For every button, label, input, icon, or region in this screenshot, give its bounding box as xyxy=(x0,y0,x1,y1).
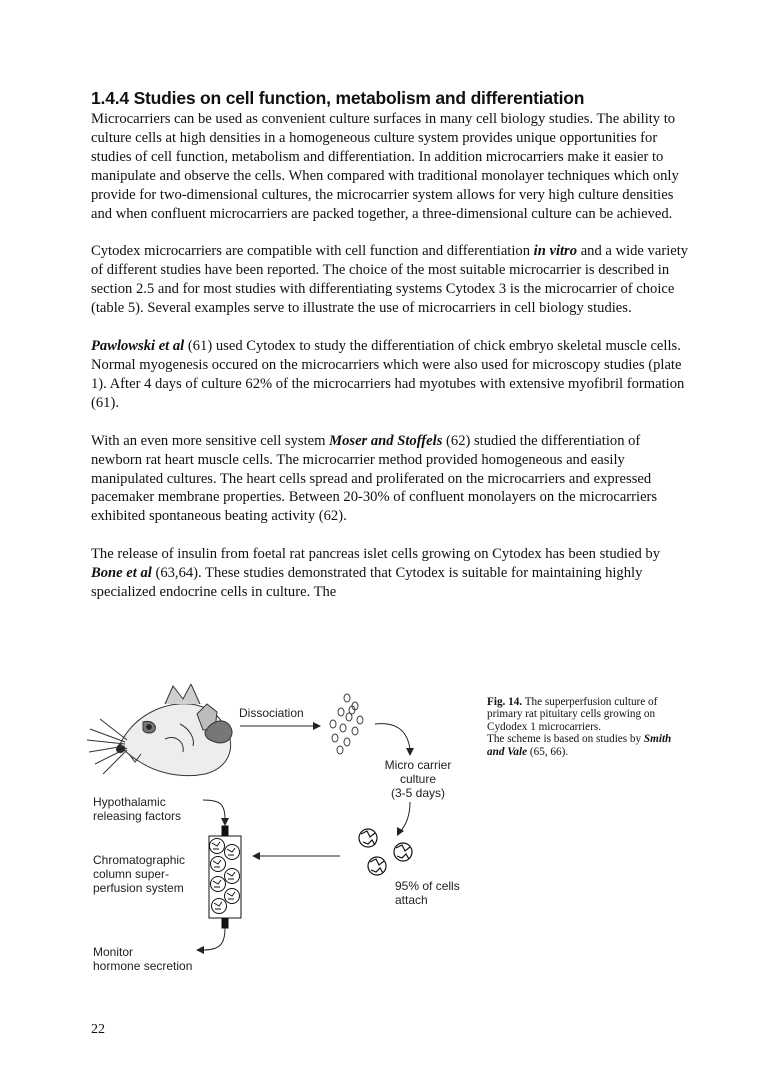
chromatographic-column xyxy=(209,826,241,928)
paragraph-3: Pawlowski et al (61) used Cytodex to study the differentiation of chick embryo skeletal muscle cells. Normal myogenesis occured on the microcarriers which were also used for microscopy studies (plate 1). After 4 days of culture 62% of the microcarriers had myotubes with extensive myofibril formation (61). xyxy=(91,338,685,411)
column-label: Chromatographic column super- perfusion system xyxy=(93,853,186,895)
attach-label: 95% of cells attach xyxy=(395,879,460,907)
paragraph-4: With an even more sensitive cell system Moser and Stoffels (62) studied the differentiation of newborn rat heart muscle cells. The microcarrier method provided homogeneous and easily manipulated cultures. The heart cells spread and proliferated on the microcarriers and expressed pacemaker membrane properties. Between 20-30% of confluent monolayers on the microcarriers exhibited spontaneous beating activity (62). xyxy=(91,432,658,525)
hypothalamic-label: Hypothalamic releasing factors xyxy=(93,795,182,823)
microcarrier-beads xyxy=(359,829,412,875)
microcarrier-culture-label: Micro carrier culture (3-5 days) xyxy=(384,758,452,800)
paragraph-1: Microcarriers can be used as convenient culture surfaces in many cell biology studies. The ability to culture cells at high densities in a homogeneous culture system provides unique opportunities for studies of cell function, metabolism and differentiation. In addition microcarriers make it easier to manipulate and observe the cells. When compared with traditional monolayer techniques which only provide for two-dimensional cultures, the microcarrier system allows for very high culture densities and when confluent microcarriers are packed together, a three-dimensional culture can be achieved. xyxy=(91,111,679,222)
paragraph-2: Cytodex microcarriers are compatible with cell function and differentiation in vitro and a wide variety of different studies have been reported. The choice of the most suitable microcarrier is described in section 2.5 and for most studies with differentiating systems Cytodex 3 is the microcarrier of choice (table 5). Several examples serve to illustrate the use of microcarriers in cell biology studies. xyxy=(91,243,689,317)
rat-head-illustration xyxy=(87,684,232,776)
figure-caption: Fig. 14. The superperfusion culture of primary rat pituitary cells growing on Cydodex 1 microcarriers. The scheme is based on studies by Smith and Vale (65, 66). xyxy=(487,696,672,758)
dissociated-cells xyxy=(330,694,363,754)
section-heading: 1.4.4 Studies on cell function, metabolism and differentiation xyxy=(91,88,585,108)
main-text xyxy=(91,88,691,621)
paragraph-5: The release of insulin from foetal rat pancreas islet cells growing on Cytodex has been studied by Bone et al (63,64). These studies demonstrated that Cytodex is suitable for maintaining highly specialized endocrine cells in culture. The xyxy=(91,546,660,601)
dissociation-label: Dissociation xyxy=(239,706,304,720)
page-number: 22 xyxy=(91,1022,105,1037)
monitor-label: Monitor hormone secretion xyxy=(93,945,193,973)
